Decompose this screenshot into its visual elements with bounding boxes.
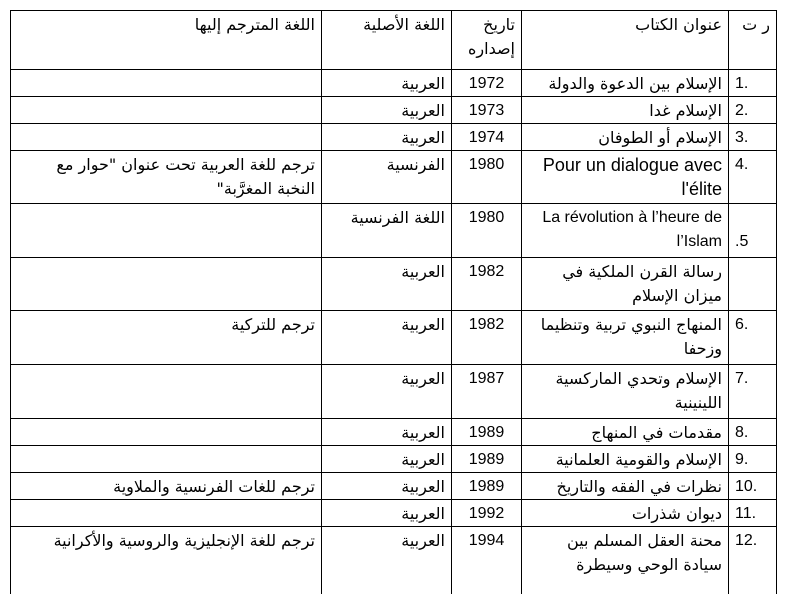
row-title: Pour un dialogue avec l'élite [522, 151, 729, 204]
row-title: المنهاج النبوي تربية وتنظيما وزحفا [522, 311, 729, 365]
table-row [11, 204, 777, 258]
row-translation [11, 446, 322, 473]
row-year: 1980 [452, 204, 522, 258]
row-language: العربية [322, 446, 452, 473]
row-year: 1974 [452, 124, 522, 151]
row-number: 9. [729, 446, 777, 473]
row-translation [11, 258, 322, 311]
table-header-row [11, 11, 777, 70]
row-translation: ترجم للغة الإنجليزية والروسية والأكرانية [11, 527, 322, 594]
header-year-line1: تاريخ [483, 15, 515, 34]
row-number: 12. [729, 527, 777, 594]
row-translation [11, 70, 322, 97]
row-translation: ترجم للتركية [11, 311, 322, 365]
table-row [11, 419, 777, 446]
row-language: الفرنسية [322, 151, 452, 204]
row-translation: ترجم للغات الفرنسية والملاوية [11, 473, 322, 500]
row-year: 1994 [452, 527, 522, 594]
row-number: 6. [729, 311, 777, 365]
row-number: .5 [729, 204, 777, 258]
table-row [11, 446, 777, 473]
row-number: 2. [729, 97, 777, 124]
row-title: الإسلام أو الطوفان [522, 124, 729, 151]
header-number: ر ت [729, 11, 777, 70]
row-language: العربية [322, 500, 452, 527]
table-row [11, 365, 777, 419]
table-row [11, 527, 777, 594]
row-year: 1989 [452, 473, 522, 500]
row-year: 1973 [452, 97, 522, 124]
row-language: العربية [322, 311, 452, 365]
row-language: العربية [322, 419, 452, 446]
row-title: الإسلام وتحدي الماركسية اللينينية [522, 365, 729, 419]
table-row [11, 311, 777, 365]
row-language: العربية [322, 97, 452, 124]
row-number: 3. [729, 124, 777, 151]
row-language: العربية [322, 124, 452, 151]
row-title: الإسلام والقومية العلمانية [522, 446, 729, 473]
row-translation [11, 204, 322, 258]
table-row [11, 258, 777, 311]
row-number: 10. [729, 473, 777, 500]
row-year: 1982 [452, 311, 522, 365]
table-row [11, 97, 777, 124]
header-original-language: اللغة الأصلية [322, 11, 452, 70]
row-language: العربية [322, 527, 452, 594]
header-title: عنوان الكتاب [522, 11, 729, 70]
table-row [11, 473, 777, 500]
row-year: 1992 [452, 500, 522, 527]
row-title: La révolution à l’heure de l’Islam [522, 204, 729, 258]
row-year: 1987 [452, 365, 522, 419]
header-year-line2: إصداره [468, 39, 515, 58]
row-language: العربية [322, 473, 452, 500]
row-title: الإسلام غدا [522, 97, 729, 124]
row-translation [11, 365, 322, 419]
header-translated-language: اللغة المترجم إليها [11, 11, 322, 70]
row-number: 8. [729, 419, 777, 446]
table-row [11, 124, 777, 151]
row-language: اللغة الفرنسية [322, 204, 452, 258]
row-translation [11, 97, 322, 124]
header-year [452, 11, 522, 70]
row-translation [11, 419, 322, 446]
row-number [729, 258, 777, 311]
row-number: 11. [729, 500, 777, 527]
table-row [11, 151, 777, 204]
row-title: ديوان شذرات [522, 500, 729, 527]
row-number: 4. [729, 151, 777, 204]
row-title: محنة العقل المسلم بين سيادة الوحي وسيطرة [522, 527, 729, 594]
row-year: 1972 [452, 70, 522, 97]
row-number: 7. [729, 365, 777, 419]
row-language: العربية [322, 365, 452, 419]
row-year: 1989 [452, 446, 522, 473]
row-language: العربية [322, 70, 452, 97]
row-translation [11, 124, 322, 151]
row-title: الإسلام بين الدعوة والدولة [522, 70, 729, 97]
row-translation: ترجم للغة العربية تحت عنوان "حوار مع النخبة المغرَّبة" [11, 151, 322, 204]
table-row [11, 500, 777, 527]
row-title: نظرات في الفقه والتاريخ [522, 473, 729, 500]
row-title: رسالة القرن الملكية في ميزان الإسلام [522, 258, 729, 311]
row-number: 1. [729, 70, 777, 97]
row-title: مقدمات في المنهاج [522, 419, 729, 446]
row-year: 1980 [452, 151, 522, 204]
row-year: 1989 [452, 419, 522, 446]
row-year: 1982 [452, 258, 522, 311]
row-translation [11, 500, 322, 527]
table-row [11, 70, 777, 97]
books-table [10, 10, 777, 594]
row-language: العربية [322, 258, 452, 311]
